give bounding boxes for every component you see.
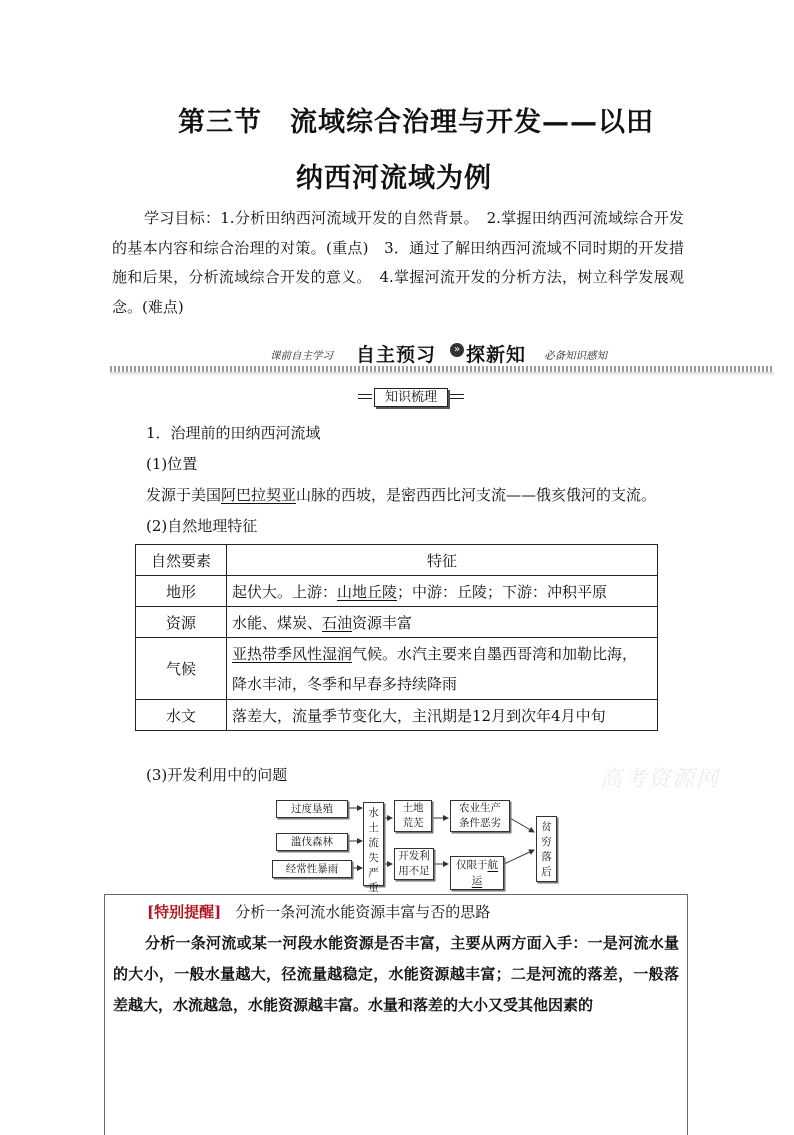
reminder-body: 分析一条河流或某一河段水能资源是否丰富，主要从两方面入手：一是河流水量的大小，一般水量越大，径流量越稳定，水能资源越丰富；二是河流的落差，一般落差越大，水流越急，水能资源越丰富。水量和落差的大小又受其他因素的 xyxy=(113,934,679,1014)
cell-pre: 起伏大。上游： xyxy=(232,582,338,601)
node-line: 条件恶劣 xyxy=(459,817,501,829)
cell-pre: 水能、煤炭、 xyxy=(232,613,323,632)
subheading-problems: (3)开发利用中的问题 xyxy=(146,766,288,784)
flow-node-underuse xyxy=(394,848,434,880)
node-line: 荒芜 xyxy=(402,817,424,829)
watermark: 高考资源网 xyxy=(600,767,721,792)
learning-goals: 学习目标：1.分析田纳西河流域开发的自然背景。 2.掌握田纳西河流域综合开发的基本内容和综合治理的对策。(重点) 3．通过了解田纳西河流域不同时期的开发措施和后果，分析流域综合开发的意义。 4.掌握河流开发的分析方法，树立科学发展观念。(难点) xyxy=(112,209,684,316)
table-cell-key: 资源 xyxy=(136,607,227,638)
cell-fill-answer: 山地丘陵 xyxy=(337,582,398,601)
table-header-feature: 特征 xyxy=(227,545,658,576)
subheading-location: (1)位置 xyxy=(146,455,198,473)
table-row xyxy=(136,638,658,700)
location-fill-answer: 阿巴拉契亚 xyxy=(221,486,297,504)
table-cell-key: 地形 xyxy=(136,576,227,607)
banner-title-1: 自主预习 xyxy=(356,344,437,366)
cell-post: 资源丰富 xyxy=(352,613,413,632)
page-title-line1: 第三节 流域综合治理与开发——以田 xyxy=(178,107,654,138)
flow-node-deforestation: 滥伐森林 xyxy=(276,833,348,851)
location-pre: 发源于美国 xyxy=(146,486,222,504)
banner-right-label: 必备知识感知 xyxy=(544,350,607,362)
reminder-header xyxy=(147,901,490,922)
node-line: 开发利 xyxy=(398,850,430,862)
table-row xyxy=(136,576,658,607)
flow-node-soil-erosion: 水土流失严重 xyxy=(363,802,384,886)
knowledge-section-label xyxy=(358,388,464,408)
flow-node-shipping-only xyxy=(450,856,504,890)
cell-pre: 落差大，流量季节变化大，主汛期是12月到次年4月中旬 xyxy=(232,706,606,725)
label-left-rule xyxy=(358,394,372,399)
label-right-rule xyxy=(450,394,464,399)
location-text xyxy=(146,484,656,505)
heading-1: 1．治理前的田纳西河流域 xyxy=(146,424,321,442)
table-cell-value xyxy=(227,607,658,638)
table-cell-value xyxy=(227,700,658,731)
flow-node-poor-agriculture xyxy=(450,800,510,832)
node-text: 仅限于 xyxy=(456,859,488,871)
reminder-title: 分析一条河流水能资源丰富与否的思路 xyxy=(235,903,491,921)
cell-post: ；中游：丘陵；下游：冲积平原 xyxy=(397,582,608,601)
flow-node-land-barren xyxy=(394,800,432,832)
node-line: 用不足 xyxy=(398,865,430,877)
page-title-line2: 纳西河流域为例 xyxy=(296,163,492,194)
cell-fill-answer: 石油 xyxy=(322,613,353,632)
flow-node-poverty: 贫穷落后 xyxy=(536,816,557,882)
table-row xyxy=(136,700,658,731)
special-reminder-box xyxy=(104,894,688,1135)
table-header-row xyxy=(136,545,658,576)
table-cell-value xyxy=(227,576,658,607)
table-cell-key: 气候 xyxy=(136,638,227,700)
problems-flow-diagram xyxy=(268,796,568,894)
cell-fill-answer: 亚热带季风性湿润 xyxy=(232,644,353,663)
node-fill-answer: 航运 xyxy=(471,859,498,887)
flow-node-rainstorms: 经常性暴雨 xyxy=(272,860,352,878)
node-line: 农业生产 xyxy=(459,802,501,814)
subheading-features: (2)自然地理特征 xyxy=(146,517,258,535)
table-cell-key: 水文 xyxy=(136,700,227,731)
table-header-key: 自然要素 xyxy=(136,545,227,576)
banner-shadow xyxy=(110,372,774,376)
features-table xyxy=(135,544,658,731)
reminder-tag: [特别提醒] xyxy=(147,903,222,921)
cell-post: 气候。水汽主要来自墨西哥湾和加勒比海，降水丰沛，冬季和早春多持续降雨 xyxy=(232,644,638,693)
flow-node-overcultivation: 过度垦殖 xyxy=(276,800,348,818)
section-banner xyxy=(110,340,774,374)
table-row xyxy=(136,607,658,638)
banner-left-label: 课前自主学习 xyxy=(270,350,333,362)
chevron-right-icon: » xyxy=(450,343,464,357)
node-line: 土地 xyxy=(402,802,424,814)
table-cell-value xyxy=(227,638,658,700)
knowledge-label-text: 知识梳理 xyxy=(374,388,448,407)
banner-title-2: 探新知 xyxy=(466,344,527,366)
location-post: 山脉的西坡，是密西西比河支流——俄亥俄河的支流。 xyxy=(296,486,657,504)
